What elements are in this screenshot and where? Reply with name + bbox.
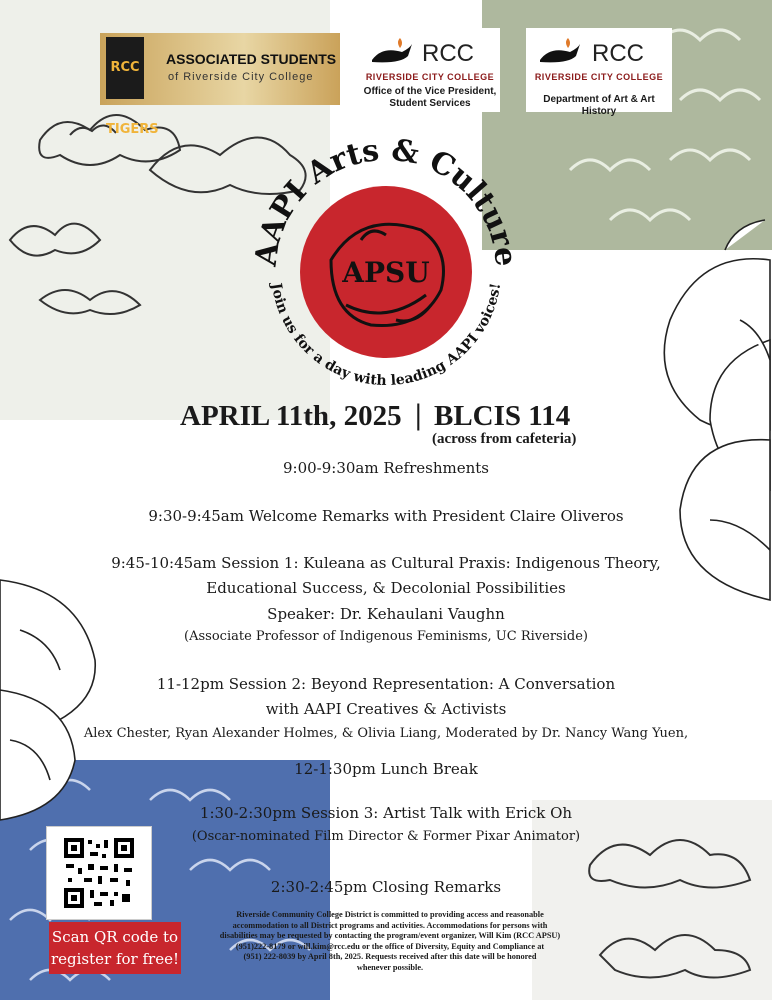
rcc-wordmark: RCC bbox=[592, 40, 644, 67]
notice-line: whenever possible. bbox=[356, 962, 424, 972]
rcc-college-name: RIVERSIDE CITY COLLEGE bbox=[534, 72, 664, 82]
register-button-line2: register for free! bbox=[50, 950, 179, 968]
rcc-vp-logo bbox=[360, 28, 500, 112]
rcc-dept-line2: Student Services bbox=[389, 98, 471, 109]
tiger-badge: RCC TIGERS bbox=[106, 37, 144, 99]
schedule-lunch: 12-1:30pm Lunch Break bbox=[294, 760, 478, 778]
notice-line: (951) 222-8039 by April 8th, 2025. Requests received after this date will be honored bbox=[243, 952, 537, 961]
schedule-session1-line2: Educational Success, & Decolonial Possibilities bbox=[206, 579, 566, 597]
lamp-of-learning-icon bbox=[538, 38, 582, 68]
notice-line: accommodation to all District programs and activities. Accommodations for persons with bbox=[232, 920, 548, 930]
event-title: AAPI Arts & Culture bbox=[248, 132, 524, 269]
schedule-closing: 2:30-2:45pm Closing Remarks bbox=[270, 878, 502, 896]
schedule-welcome: 9:30-9:45am Welcome Remarks with President Claire Oliveros bbox=[148, 507, 624, 525]
apsu-emblem-text: APSU bbox=[342, 256, 430, 289]
rcc-dept-line1: Department of Art & Art History bbox=[543, 94, 655, 117]
schedule-session2-line2: with AAPI Creatives & Activists bbox=[265, 700, 507, 718]
schedule-session3-line1: 1:30-2:30pm Session 3: Artist Talk with Erick Oh bbox=[199, 804, 573, 822]
notice-line: Riverside Community College District is committed to providing access and reasonable bbox=[236, 910, 544, 919]
register-button-line1: Scan QR code to bbox=[51, 928, 179, 946]
notice-line: disabilities may be requested by contacting the program/event organizer, Will Kim (RCC APSU) bbox=[219, 931, 561, 940]
event-tagline: Join us for a day with leading AAPI voices! bbox=[267, 282, 505, 390]
register-button[interactable] bbox=[49, 922, 181, 974]
associated-students-title: ASSOCIATED STUDENTS bbox=[166, 51, 337, 67]
rcc-art-logo bbox=[526, 28, 672, 117]
accessibility-notice bbox=[205, 910, 575, 973]
qr-code-icon[interactable] bbox=[64, 838, 134, 908]
event-emblem bbox=[236, 120, 536, 420]
schedule-session1-speaker: Speaker: Dr. Kehaulani Vaughn bbox=[267, 605, 505, 623]
event-room-note: (across from cafeteria) bbox=[432, 431, 577, 447]
schedule-session2-line1: 11-12pm Session 2: Beyond Representation: A Conversation bbox=[156, 675, 616, 693]
rcc-wordmark: RCC bbox=[422, 40, 474, 67]
event-date: APRIL 11th, 2025 bbox=[180, 400, 402, 432]
lamp-of-learning-icon bbox=[370, 38, 414, 68]
qr-code-card[interactable] bbox=[46, 826, 152, 920]
associated-students-logo bbox=[100, 33, 340, 137]
schedule-session2-panel: Alex Chester, Ryan Alexander Holmes, & Olivia Liang, Moderated by Dr. Nancy Wang Yuen, bbox=[83, 726, 689, 741]
event-room: BLCIS 114 bbox=[434, 400, 571, 432]
associated-students-subtitle: of Riverside City College bbox=[168, 71, 314, 83]
schedule-refreshments: 9:00-9:30am Refreshments bbox=[283, 459, 489, 477]
schedule-session1-role: (Associate Professor of Indigenous Feminisms, UC Riverside) bbox=[184, 629, 588, 644]
schedule-session1-line1: 9:45-10:45am Session 1: Kuleana as Cultural Praxis: Indigenous Theory, bbox=[111, 554, 661, 572]
rcc-dept-line1: Office of the Vice President, bbox=[363, 86, 497, 97]
notice-line: (951)222-8179 or will.kim@rcc.edu or the office of Diversity, Equity and Compliance at bbox=[235, 941, 545, 951]
date-room-separator: | bbox=[415, 398, 422, 431]
schedule-session3-role: (Oscar-nominated Film Director & Former Pixar Animator) bbox=[191, 829, 581, 844]
rcc-college-name: RIVERSIDE CITY COLLEGE bbox=[365, 72, 495, 82]
